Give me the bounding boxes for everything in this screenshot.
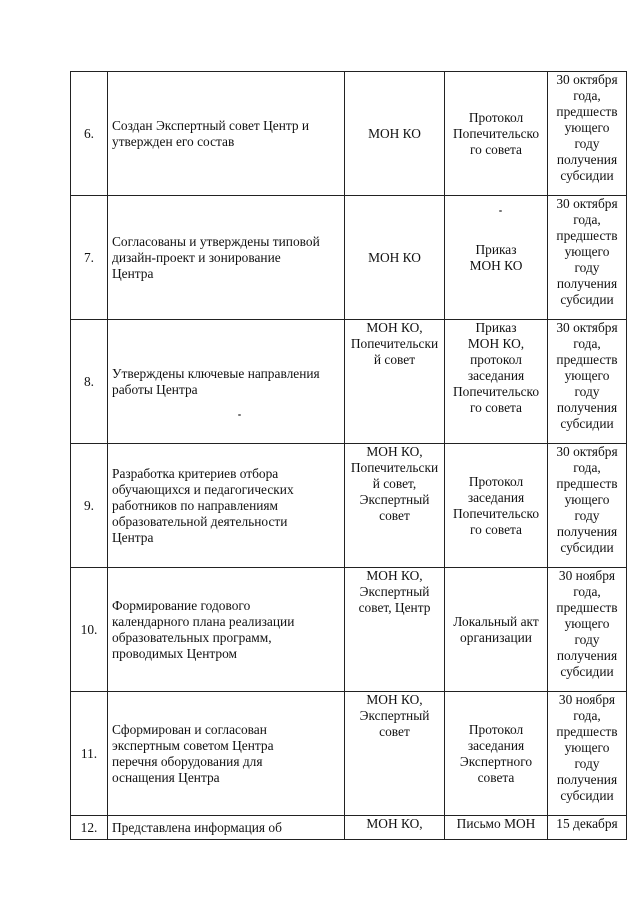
document-cell xyxy=(445,692,548,816)
responsible-cell xyxy=(345,196,445,320)
row-number: 6. xyxy=(71,72,108,196)
task-text: Создан Экспертный совет Центр и утвержден его состав xyxy=(112,117,310,149)
table-row xyxy=(71,444,627,568)
table-row xyxy=(71,196,627,320)
deadline-text: 30 октября года, предшеств ующего году получения субсидии xyxy=(556,72,618,183)
scan-speck xyxy=(499,210,502,212)
document-cell xyxy=(445,320,548,444)
task-cell xyxy=(108,816,345,840)
responsible-text: МОН КО, Экспертный совет xyxy=(359,692,430,739)
deadline-cell xyxy=(548,320,627,444)
table-row xyxy=(71,692,627,816)
table-row xyxy=(71,816,627,840)
responsible-cell xyxy=(345,444,445,568)
deadline-text: 30 октября года, предшеств ующего году получения субсидии xyxy=(556,320,618,431)
document-text: Приказ МОН КО xyxy=(469,241,523,273)
task-text: Формирование годового календарного плана реализации образовательных программ, проводимых Центром xyxy=(112,597,295,661)
deadline-cell xyxy=(548,196,627,320)
row-number: 12. xyxy=(71,816,108,840)
deadline-cell xyxy=(548,72,627,196)
deadline-cell xyxy=(548,692,627,816)
task-text: Утверждены ключевые направления работы Центра xyxy=(112,365,320,397)
table-row xyxy=(71,568,627,692)
task-text: Сформирован и согласован экспертным советом Центра перечня оборудования для оснащения Центра xyxy=(112,721,274,785)
row-number: 8. xyxy=(71,320,108,444)
table-row xyxy=(71,320,627,444)
document-text: Приказ МОН КО, протокол заседания Попечительско го совета xyxy=(452,320,540,415)
task-cell xyxy=(108,692,345,816)
responsible-text: МОН КО xyxy=(368,125,421,141)
responsible-text: МОН КО, Попечительски й совет xyxy=(350,320,439,367)
task-cell xyxy=(108,72,345,196)
document-cell xyxy=(445,816,548,840)
deadline-text: 15 декабря xyxy=(556,816,618,831)
responsible-text: МОН КО, Экспертный совет, Центр xyxy=(358,568,431,615)
responsible-cell xyxy=(345,320,445,444)
responsible-cell xyxy=(345,816,445,840)
document-cell xyxy=(445,444,548,568)
document-text: Протокол заседания Экспертного совета xyxy=(459,721,533,785)
plan-table xyxy=(70,71,627,840)
responsible-cell xyxy=(345,72,445,196)
deadline-cell xyxy=(548,568,627,692)
table-row xyxy=(71,72,627,196)
task-text: Согласованы и утверждены типовой дизайн-проект и зонирование Центра xyxy=(112,233,320,281)
document-text: Протокол заседания Попечительско го совета xyxy=(452,473,540,537)
task-text: Представлена информация об xyxy=(112,819,282,835)
deadline-text: 30 октября года, предшеств ующего году получения субсидии xyxy=(556,444,618,555)
task-text: Разработка критериев отбора обучающихся и педагогических работников по направлениям образовательной деятельности Центра xyxy=(112,465,294,545)
scan-speck xyxy=(238,414,241,416)
row-number: 7. xyxy=(71,196,108,320)
document-text: Протокол Попечительско го совета xyxy=(452,109,540,157)
responsible-cell xyxy=(345,568,445,692)
document-cell xyxy=(445,72,548,196)
deadline-text: 30 ноября года, предшеств ующего году получения субсидии xyxy=(556,692,618,803)
document-cell xyxy=(445,568,548,692)
responsible-text: МОН КО, Попечительски й совет, Экспертный совет xyxy=(350,444,439,523)
row-number: 10. xyxy=(71,568,108,692)
task-cell xyxy=(108,568,345,692)
task-cell xyxy=(108,320,345,444)
document-cell xyxy=(445,196,548,320)
task-cell xyxy=(108,444,345,568)
deadline-cell xyxy=(548,816,627,840)
deadline-cell xyxy=(548,444,627,568)
document-text: Локальный акт организации xyxy=(453,613,539,645)
responsible-cell xyxy=(345,692,445,816)
row-number: 11. xyxy=(71,692,108,816)
responsible-text: МОН КО xyxy=(368,249,421,265)
responsible-text: МОН КО, xyxy=(366,816,423,831)
deadline-text: 30 октября года, предшеств ующего году получения субсидии xyxy=(556,196,618,307)
row-number: 9. xyxy=(71,444,108,568)
task-cell xyxy=(108,196,345,320)
deadline-text: 30 ноября года, предшеств ующего году получения субсидии xyxy=(556,568,618,679)
document-text: Письмо МОН xyxy=(456,816,536,831)
